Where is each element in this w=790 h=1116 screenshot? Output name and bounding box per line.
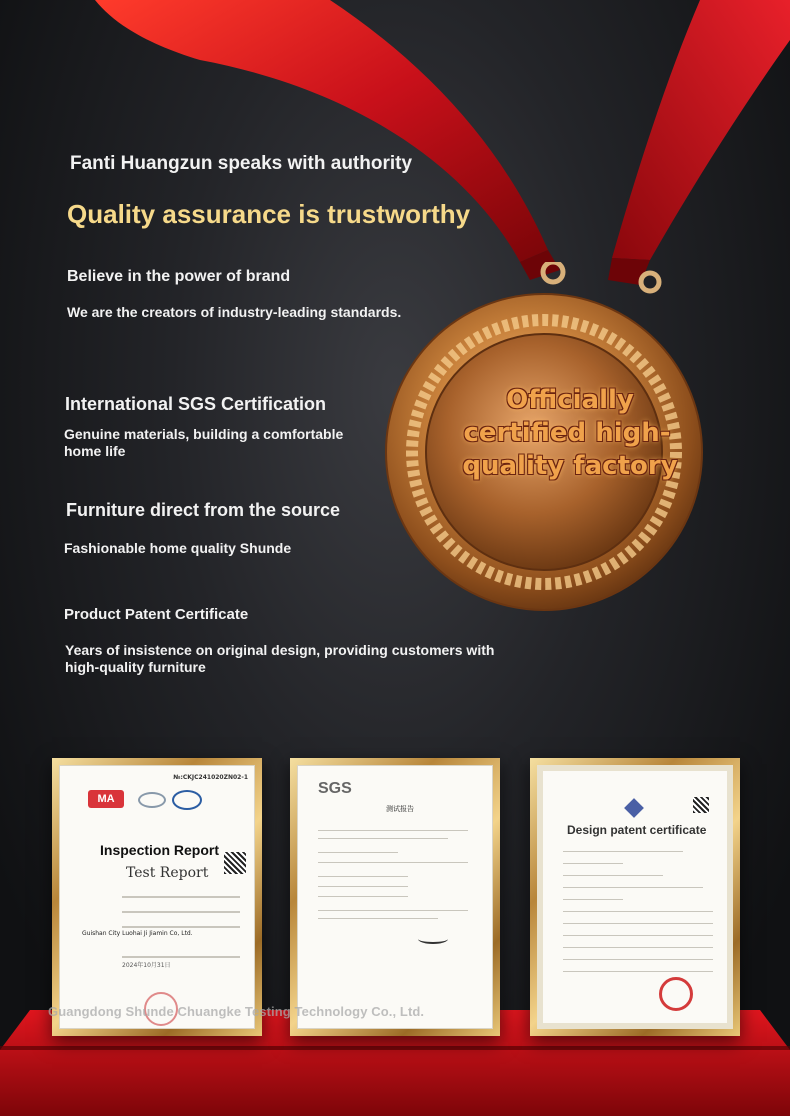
patent-certificate xyxy=(530,758,740,1036)
sgs-title: International SGS Certification xyxy=(65,394,327,414)
cnas-logo xyxy=(172,790,202,810)
design-patent-title: Design patent certificate xyxy=(567,823,707,837)
cma-logo: MA xyxy=(88,790,124,808)
patent-title: Product Patent Certificate xyxy=(64,606,249,623)
qr-code xyxy=(224,852,246,874)
brand-text: We are the creators of industry-leading standards. xyxy=(67,304,402,320)
source-text: Fashionable home quality Shunde xyxy=(64,540,292,556)
header-line1: Fanti Huangzun speaks with authority xyxy=(70,153,413,174)
signature xyxy=(418,934,448,944)
applicant-name: Guishan City Luohai Ji Jiamin Co, Ltd. xyxy=(82,930,193,937)
test-report-subtitle: Test Report xyxy=(126,865,209,881)
sgs-certificate xyxy=(290,758,500,1036)
header-line2: Quality assurance is trustworthy xyxy=(67,199,471,229)
medal-text-line2: certified high- xyxy=(463,418,671,448)
sgs-text-1: Genuine materials, building a comfortable xyxy=(64,426,344,442)
source-title: Furniture direct from the source xyxy=(66,500,341,520)
patent-text-1: Years of insistence on original design, providing customers with xyxy=(65,642,495,658)
patent-text-2: high-quality furniture xyxy=(65,659,206,675)
sgs-heading: 测试报告 xyxy=(386,805,414,813)
footer-watermark: Guangdong Shunde Chuangke Testing Technology Co., Ltd. xyxy=(48,1004,425,1019)
patent-qr-code xyxy=(693,797,709,813)
report-number: №:CKJC241020ZN02-1 xyxy=(173,774,248,781)
patent-red-seal xyxy=(659,977,693,1011)
medal-text-line1: Officially xyxy=(506,385,634,415)
ilac-logo xyxy=(138,792,166,808)
medal-text-line3: quality factory xyxy=(462,451,678,481)
sgs-text-2: home life xyxy=(64,443,126,459)
medal-ribbon xyxy=(0,0,790,300)
brand-title: Believe in the power of brand xyxy=(67,268,291,285)
sgs-logo: SGS xyxy=(318,780,352,797)
report-date: 2024年10月31日 xyxy=(122,962,171,969)
inspection-report-title: Inspection Report xyxy=(100,842,220,858)
patent-office-logo xyxy=(624,798,644,818)
inspection-certificate xyxy=(52,758,262,1036)
